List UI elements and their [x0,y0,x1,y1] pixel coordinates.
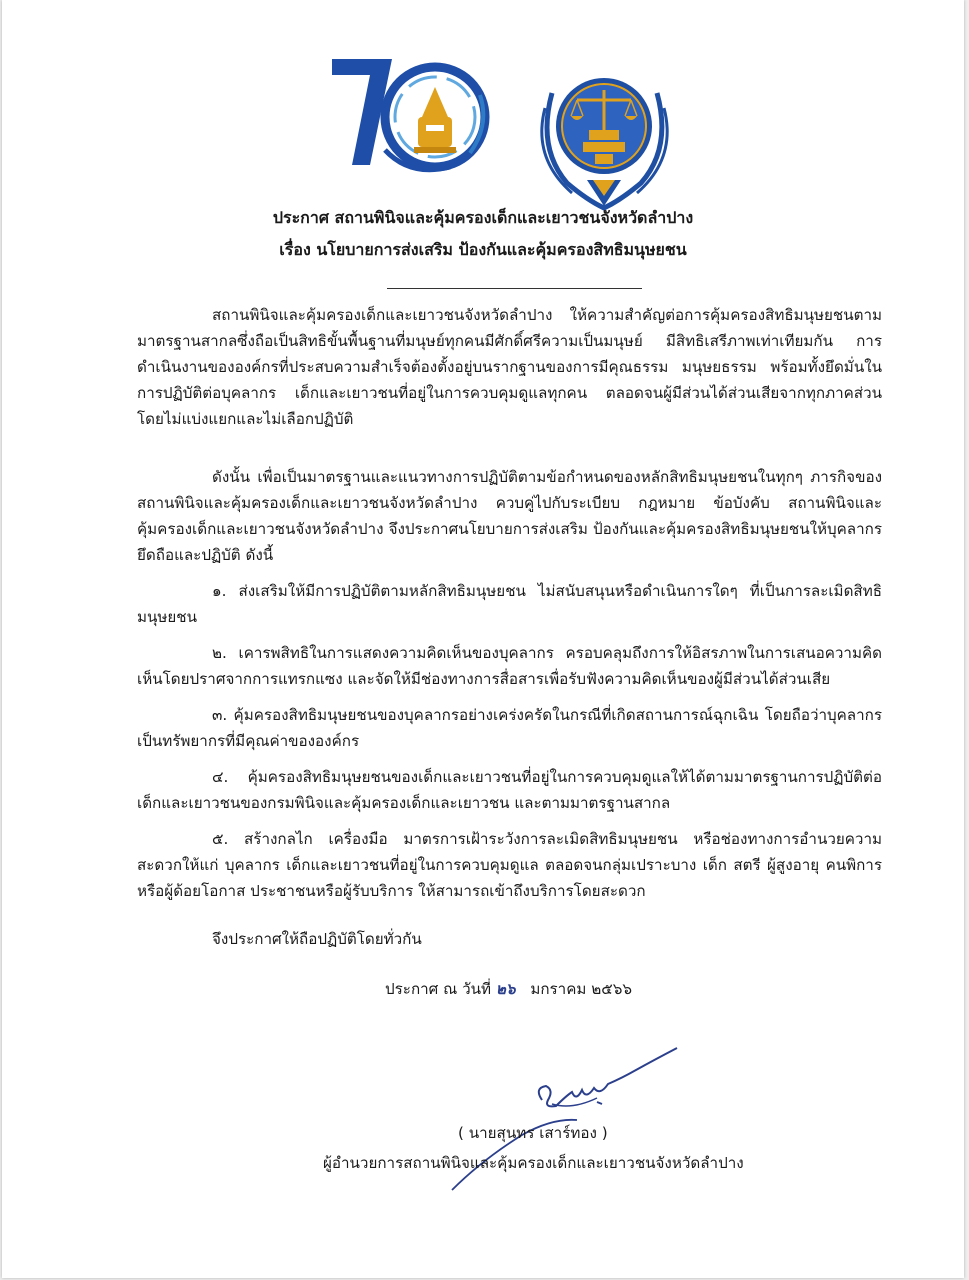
preamble-paragraph [137,464,882,568]
policy-item-5 [137,826,882,904]
document-page [2,0,964,1278]
intro-paragraph [137,302,882,432]
closing-paragraph [137,926,882,952]
policy-item-text: ๕. สร้างกลไก เครื่องมือ มาตรการเฝ้าระวังการละเมิดสิทธิมนุษยชน หรือช่องทางการอำนวยความสะดวกให้แก่ บุคลากร เด็กและเยาวชนที่อยู่ในการควบคุมดูแล ตลอดจนกลุ่มเปราะบาง เด็ก สตรี ผู้สูงอายุ คนพิการหรือผู้ด้อยโอกาส ประชาชนหรือผู้รับบริการ ให้สามารถเข้าถึงบริการโดยสะดวก [137,830,882,900]
policy-item-2 [137,640,882,692]
policy-item-text: ๒. เคารพสิทธิในการแสดงความคิดเห็นของบุคลากร ครอบคลุมถึงการให้อิสรภาพในการเสนอความคิดเห็นโดยปราศจากการแทรกแซง และจัดให้มีช่องทางการสื่อสารเพื่อรับฟังความคิดเห็นของผู้มีส่วนได้ส่วนเสีย [137,644,882,688]
signatory-position: ผู้อำนวยการสถานพินิจและคุ้มครองเด็กและเยาวชนจังหวัดลำปาง [323,1154,744,1172]
date-month-year: มกราคม ๒๕๖๖ [530,980,632,998]
announcement-title: ประกาศ สถานพินิจและคุ้มครองเด็กและเยาวชนจังหวัดลำปาง [272,208,694,227]
intro-text: สถานพินิจและคุ้มครองเด็กและเยาวชนจังหวัดลำปาง ให้ความสำคัญต่อการคุ้มครองสิทธิมนุษยชนตามมาตรฐานสากลซึ่งถือเป็นสิทธิขั้นพื้นฐานที่มนุษย์ทุกคนมีศักดิ์ศรีความเป็นมนุษย์ มีสิทธิเสรีภาพเท่าเทียมกัน การดำเนินงานขององค์กรที่ประสบความสำเร็จต้องตั้งอยู่บนรากฐานของการมีคุณธรรม มนุษยธรรม พร้อมทั้งยึดมั่นในการปฏิบัติต่อบุคลากร เด็กและเยาวชนที่อยู่ในการควบคุมดูแลทุกคน ตลอดจนผู้มีส่วนได้ส่วนเสียจากทุกภาคส่วน โดยไม่แบ่งแยกและไม่เลือกปฏิบัติ [137,306,882,428]
closing-text: จึงประกาศให้ถือปฏิบัติโดยทั่วกัน [212,930,422,948]
policy-item-1 [137,578,882,630]
date-day: ๒๖ [495,980,516,998]
anniversary-70-logo-icon [330,55,495,180]
date-prefix: ประกาศ ณ วันที่ [385,980,491,998]
signatory-name: ( นายสุนทร เสาร์ทอง ) [458,1124,608,1142]
scales-of-justice-seal-icon [527,68,682,213]
preamble-text: ดังนั้น เพื่อเป็นมาตรฐานและแนวทางการปฏิบัติตามข้อกำหนดของหลักสิทธิมนุษยชนในทุกๆ ภารกิจของสถานพินิจและคุ้มครองเด็กและเยาวชนจังหวัดลำปาง ควบคู่ไปกับระเบียบ กฎหมาย ข้อบังคับ สถานพินิจและคุ้มครองเด็กและเยาวชนจังหวัดลำปาง จึงประกาศนโยบายการส่งเสริม ป้องกันและคุ้มครองสิทธิมนุษยชนให้บุคลากรยึดถือและปฏิบัติ ดังนี้ [137,468,882,564]
policy-item-4 [137,764,882,816]
title-divider [387,288,642,289]
handwritten-signature [422,1030,692,1205]
announcement-date [385,978,632,1000]
policy-item-3 [137,702,882,754]
policy-item-text: ๓. คุ้มครองสิทธิมนุษยชนของบุคลากรอย่างเคร่งครัดในกรณีที่เกิดสถานการณ์ฉุกเฉิน โดยถือว่าบุคลากรเป็นทรัพยากรที่มีคุณค่าขององค์กร [137,706,882,750]
policy-item-text: ๑. ส่งเสริมให้มีการปฏิบัติตามหลักสิทธิมนุษยชน ไม่สนับสนุนหรือดำเนินการใดๆ ที่เป็นการละเมิดสิทธิมนุษยชน [137,582,882,626]
announcement-subject: เรื่อง นโยบายการส่งเสริม ป้องกันและคุ้มครองสิทธิมนุษยชน [279,240,687,259]
policy-item-text: ๔. คุ้มครองสิทธิมนุษยชนของเด็กและเยาวชนที่อยู่ในการควบคุมดูแลให้ได้ตามมาตรฐานการปฏิบัติต่อเด็กและเยาวชนของกรมพินิจและคุ้มครองเด็กและเยาวชน และตามมาตรฐานสากล [137,768,882,812]
